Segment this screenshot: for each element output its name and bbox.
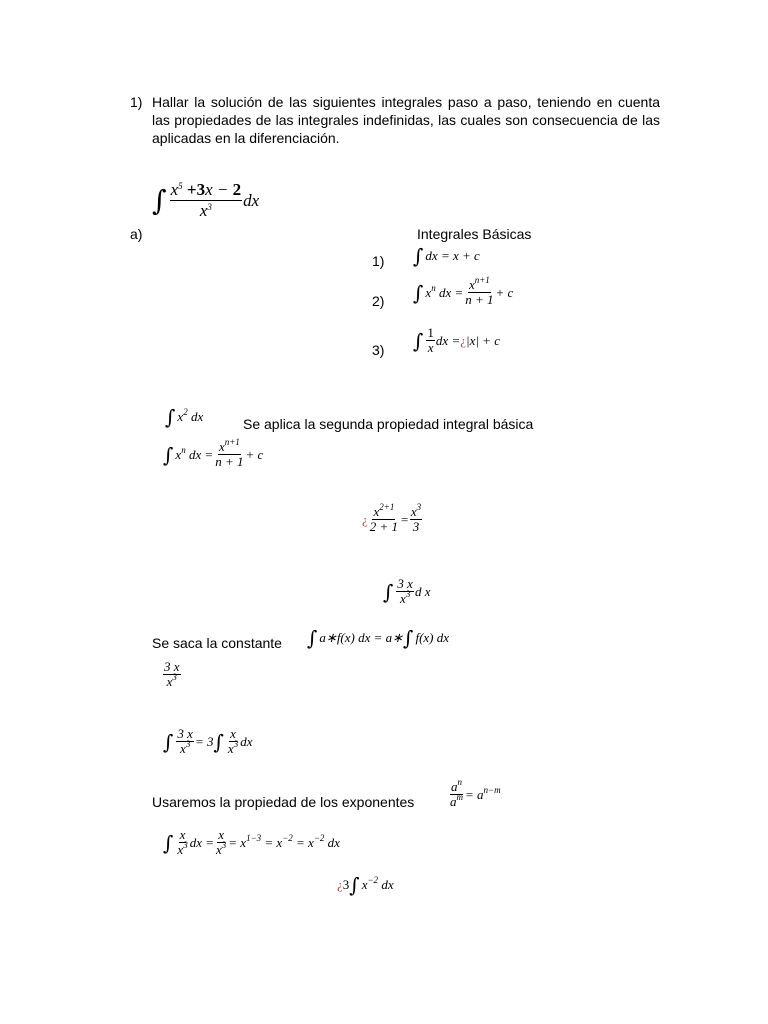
basic-formula-1: ∫ dx = x + c <box>413 244 480 268</box>
step-integral-x2: ∫ $x^2$ dx <box>165 405 204 429</box>
fraction-3x-x3: $\frac{3 x}{x^3}$ <box>164 659 180 689</box>
basic-formula-3: ∫ $\frac{1}{x}$ dx = ¿ |x| + c <box>413 325 500 355</box>
exponent-rule: $\frac{a^n}{a^m}$ = $a^{n-m}$ <box>450 777 501 809</box>
integral-sign: ∫ <box>152 184 167 217</box>
question-number: 1) <box>130 94 143 110</box>
constant-rule: ∫ a∗f(x) dx = a∗ ∫ f(x) dx <box>307 626 450 650</box>
red-glyph: ¿ <box>460 332 466 348</box>
step-integral-3x: ∫ $\frac{3 x}{x^3}$ d x <box>383 576 431 606</box>
constant-note: Se saca la constante <box>152 635 282 651</box>
step-final: ¿ 3 ∫ $x^{-2}$ dx <box>337 873 394 897</box>
main-integral: ∫ $\frac{x^5 +3x - 2}{x^3}$ dx <box>152 180 260 220</box>
basics-title: Integrales Básicas <box>417 226 532 242</box>
basic-formula-2: ∫ $x^n$ dx = $\frac{x^{n+1}}{n + 1}$ + c <box>413 275 514 307</box>
part-label: a) <box>130 226 143 242</box>
basic-number-2: 2) <box>372 293 385 309</box>
step-constant-out: ∫ $\frac{3 x}{x^3}$ = 3 ∫ $\frac{x}{x^3}$ dx <box>163 726 253 756</box>
basic-number-3: 3) <box>372 342 385 358</box>
basic-number-1: 1) <box>372 253 385 269</box>
step-power-rule: ∫ $x^n$ dx = $\frac{x^{n+1}}{n + 1}$ + c <box>163 437 264 469</box>
step-power-result: ¿ $\frac{x^{2+1}}{2 + 1}$ = $\frac{x^3}{3}$ <box>362 502 422 534</box>
step-exponent: ∫ $\frac{x}{x^3}$ dx = $\frac{x}{x^3}$ = $x^{1-3} = x^{-2} = x^{-2}$ dx <box>163 827 340 857</box>
question-text: Hallar la solución de las siguientes integrales paso a paso, teniendo en cuenta las propiedades de las integrales indefinidas, las cuales son consecuencia de las aplicadas en la diferenciación. <box>152 94 660 146</box>
exponent-note: Usaremos la propiedad de los exponentes <box>152 794 415 810</box>
step1-note: Se aplica la segunda propiedad integral básica <box>243 416 534 432</box>
